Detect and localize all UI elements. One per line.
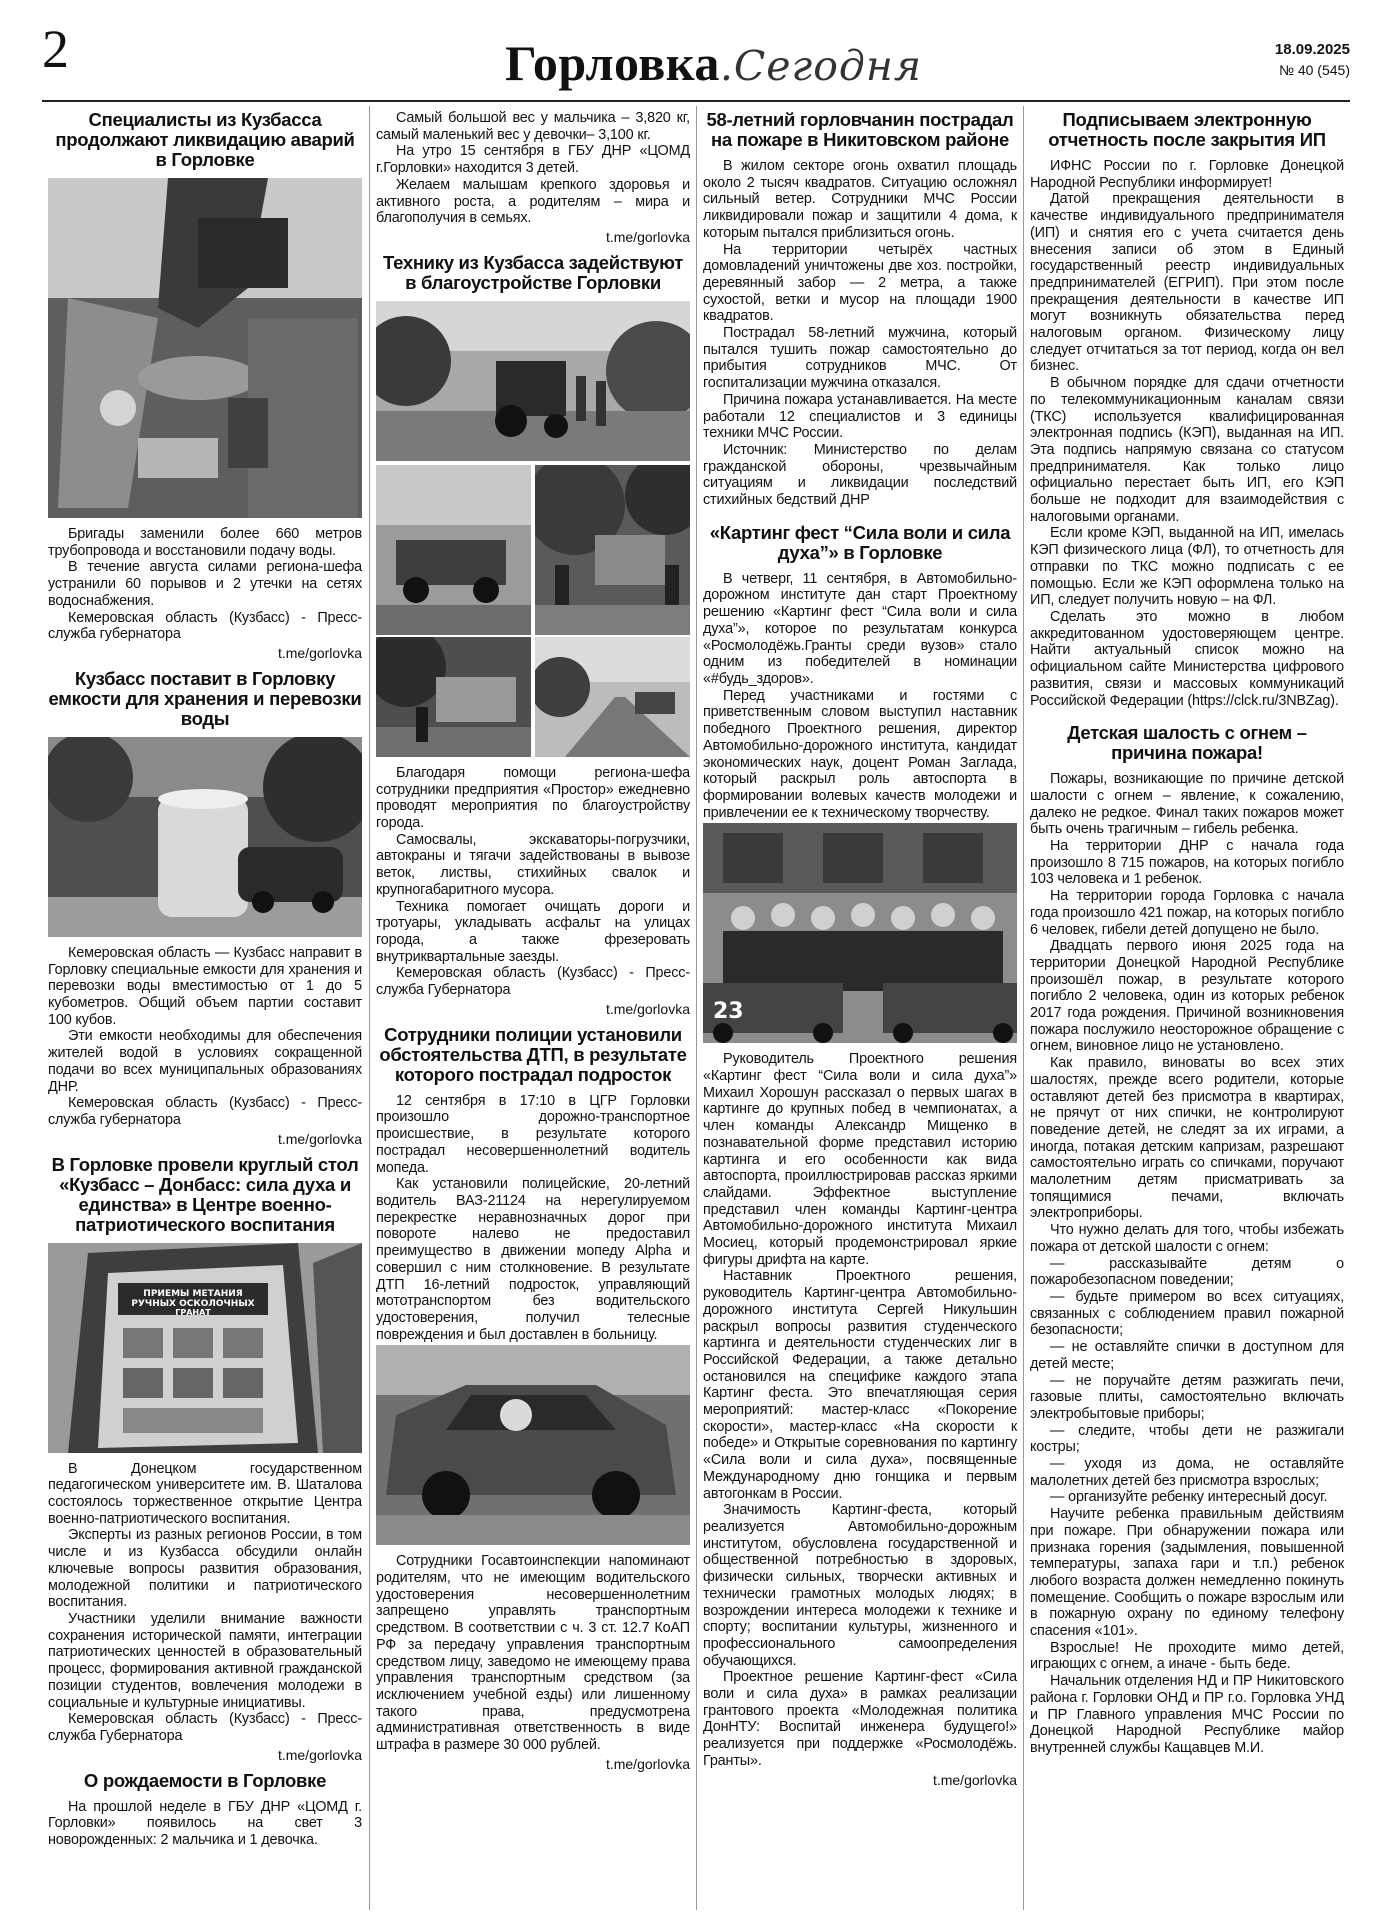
- article-paragraph: Перед участниками и гостями с приветственным словом выступил наставник победного Проектного решения, директор Автомобильно-дорожного института, кандидат экономических наук, доцент Роман Заглада, который раскрыл роль автоспорта в формировании волевых качеств молодежи и привлечении ее к техническому творчеству.: [703, 687, 1017, 821]
- article-birth-rate: [48, 1771, 362, 1849]
- telegram-link[interactable]: t.me/gorlovka: [605, 1755, 690, 1772]
- article-traffic-accident: [376, 1025, 690, 1774]
- article-title: Подписываем электронную отчетность после закрытия ИП: [1048, 110, 1326, 150]
- list-item: — не оставляйте спички в доступном для детей месте;: [1030, 1339, 1344, 1372]
- article-title: «Картинг фест “Сила воли и сила духа”» в Горловке: [709, 521, 1011, 563]
- photo-street-view: [535, 637, 690, 757]
- article-birth-rate-continued: [376, 110, 690, 247]
- article-paragraph: Наставник Проектного решения, руководитель Картинг-центра Автомобильно-дорожного института Сергей Никульшин раскрыл вопросы развития студенческого картинга и деятельности студенческих лиг в Российской Федерации, а также детально остановился на специфике каждого этапа Картинг феста. Это впечатляющая серия мероприятий: мастер-класс «Покорение скорости», мастер-класс «На скорости к победе» и Открытые соревнования по картингу «Сила воли и сила духа», посвященные Международному дню гонщика и первым автогонкам в России.: [703, 1268, 1017, 1502]
- telegram-link[interactable]: t.me/gorlovka: [277, 1746, 362, 1763]
- article-source: Кемеровская область (Кузбасс) - Пресс-служба губернатора: [48, 609, 362, 643]
- list-item: — уходя из дома, не оставляйте малолетних детей без присмотра взрослых;: [1030, 1456, 1344, 1489]
- article-paragraph: 12 сентября в 17:10 в ЦГР Горловки произошло дорожно-транспортное происшествие, в результате которого пострадал несовершеннолетний водитель мопеда.: [376, 1092, 690, 1176]
- article-paragraph: В жилом секторе огонь охватил площадь около 2 тысяч квадратов. Ситуацию осложнял сильный ветер. Сотрудники МЧС России ликвидировали пожар и защитили 4 дома, к которым пытался приблизиться огонь.: [703, 158, 1017, 241]
- article-source: Кемеровская область (Кузбасс) - Пресс-служба Губернатора: [376, 965, 690, 999]
- article-water-tanks: [48, 669, 362, 1149]
- article-paragraph: На утро 15 сентября в ГБУ ДНР «ЦОМД г.Горловки» находится 3 детей.: [376, 143, 690, 177]
- article-paragraph: Самый большой вес у мальчика – 3,820 кг, самый маленький вес у девочки– 3,100 кг.: [376, 110, 690, 143]
- poster-text: РУЧНЫХ ОСКОЛОЧНЫХ: [131, 1298, 255, 1309]
- article-title: Сотрудники полиции установили обстоятельства ДТП, в результате которого пострадал подросток: [379, 1023, 687, 1085]
- article-paragraph: Участники уделили внимание важности сохранения исторической памяти, интеграции патриотических ценностей в образовательный процесс, формирования активной гражданской позиции студентов, вовлечения молодежи в социальные и культурные инициативы.: [48, 1610, 362, 1711]
- article-child-fire-safety: [1030, 723, 1344, 1756]
- article-paragraph: В обычном порядке для сдачи отчетности по телекоммуникационным каналам связи (ТКС) используется квалифицированная электронная подпись (КЭП), выданная на ИП. Эта подпись напрямую связана со статусом предпринимателя. Как только лицо официально перестает быть ИП, его КЭП больше не подходит для взаимодействия с налоговыми органами.: [1030, 375, 1344, 525]
- photo-workers-loader: [535, 465, 690, 635]
- article-paragraph: На прошлой неделе в ГБУ ДНР «ЦОМД г. Горловки» появилось на свет 3 новорожденных: 2 мальчика и 1 девочка.: [48, 1798, 362, 1849]
- telegram-link[interactable]: t.me/gorlovka: [277, 644, 362, 661]
- article-title: Кузбасс поставит в Горловку емкости для хранения и перевозки воды: [48, 667, 362, 729]
- column-4: [1030, 110, 1344, 1912]
- article-paragraph: На территории города Горловка с начала года произошло 421 пожар, на которых погибло 6 человек, гибели детей допущено не было.: [1030, 888, 1344, 938]
- article-paragraph: На территории ДНР с начала года произошло 8 715 пожаров, на которых погибло 103 человека и 1 ребенок.: [1030, 838, 1344, 888]
- article-paragraph: Сотрудники Госавтоинспекции напоминают родителям, что не имеющим водительского удостоверения несовершеннолетним запрещено управлять транспортным средством. В соответствии с ч. 3 ст. 12.7 КоАП РФ за передачу управления транспортным средством лицу, заведомо не имеющему права управления транспортным средством (за исключением учебной езды) или лишенному такого права, предусмотрена административная ответственность в виде штрафа в размере 30 000 рублей.: [376, 1553, 690, 1754]
- list-item: — следите, чтобы дети не разжигали костры;: [1030, 1422, 1344, 1456]
- article-paragraph: Сделать это можно в любом аккредитованном удостоверяющем центре. Найти актуальный список можно на официальном сайте Министерства цифрового развития, связи и массовых коммуникаций Российской Федерации (https://clck.ru/3NBZag).: [1030, 608, 1344, 709]
- issue-number: № 40 (545): [1278, 62, 1350, 78]
- article-paragraph: Причина пожара устанавливается. На месте работали 12 специалистов и 3 единицы техники МЧС России.: [703, 391, 1017, 442]
- article-title: Специалисты из Кузбасса продолжают ликвидацию аварий в Горловке: [55, 110, 355, 170]
- photo-poster-stand: [48, 1243, 362, 1453]
- list-item: — будьте примером во всех ситуациях, связанных с соблюдением правил пожарной безопасности;: [1030, 1289, 1344, 1339]
- photo-damaged-car: [376, 1345, 690, 1545]
- article-kuzbass-repairs: [48, 110, 362, 663]
- photo-tractor: [376, 301, 690, 461]
- article-paragraph: Желаем малышам крепкого здоровья и активного роста, а родителям – мира и благополучия в семьях.: [376, 176, 690, 227]
- kart-number: 23: [713, 999, 744, 1025]
- article-title: 58-летний горловчанин пострадал на пожаре в Никитовском районе: [706, 110, 1014, 150]
- article-title: О рождаемости в Горловке: [83, 1769, 327, 1791]
- article-paragraph: Пострадал 58-летний мужчина, который пытался тушить пожар самостоятельно до прибытия сотрудников МЧС. От госпитализации мужчина отказался.: [703, 325, 1017, 392]
- article-fire-nikitovsky: [703, 110, 1017, 509]
- article-paragraph: На территории четырёх частных домовладений уничтожены две хоз. постройки, деревянный забор — 2 метра, а также сухостой, ветки и мусор на площади 1900 квадратов.: [703, 241, 1017, 325]
- article-paragraph: ИФНС России по г. Горловке Донецкой Народной Республики информирует!: [1030, 158, 1344, 191]
- article-paragraph: Проектное решение Картинг-фест «Сила воли и сила духа» в рамках реализации грантового проекта «Молодежная политика ДонНТУ: Воспитай инженера будущего!» реализуется при поддержке «Росмолодёжь. Гранты».: [703, 1669, 1017, 1769]
- article-paragraph: Самосвалы, экскаваторы-погрузчики, автокраны и тягачи задействованы в вывозе веток, листвы, стихийных свалок и крупногабаритного мусора.: [376, 831, 690, 898]
- article-round-table: [48, 1155, 362, 1765]
- list-item: — организуйте ребенку интересный досуг.: [1050, 1489, 1328, 1506]
- telegram-link[interactable]: t.me/gorlovka: [277, 1130, 362, 1147]
- article-paragraph: Датой прекращения деятельности в качестве индивидуального предпринимателя (ИП) и снятия его с учета считается день внесения записи об этом в Единый государственный реестр индивидуальных предпринимателей (ЕГРИП). При этом после прекращения деятельности в качестве ИП могут возникнуть обязательства перед налоговым органом. Физическому лицу следует отчитаться за тот период, когда он вел бизнес.: [1030, 191, 1344, 375]
- poster-text: ПРИЕМЫ МЕТАНИЯ: [143, 1288, 243, 1299]
- photo-road-work: [376, 637, 531, 757]
- telegram-link[interactable]: t.me/gorlovka: [605, 1000, 690, 1017]
- article-paragraph: Как установили полицейские, 20-летний водитель ВАЗ-21124 на нерегулируемом перекрестке неравнозначных дорог при повороте налево не предоставил преимущество в движении мопеду Alpha и совершил с ним столкновение. В результате ДТП 16-летний подросток, управляющий мототранспортом без водительского удостоверения, получил телесные повреждения и был доставлен в больницу.: [376, 1176, 690, 1343]
- article-paragraph: Двадцать первого июня 2025 года на территории Донецкой Народной Республике произошёл пожар, в результате которого погибло 2 человека, один из которых ребенок 2017 года рождения. Причиной возникновения пожара послужило неосторожное обращение с огнем, виновное лицо не установлено.: [1030, 938, 1344, 1055]
- article-title: Детская шалость с огнем – причина пожара!: [1067, 722, 1307, 764]
- article-paragraph: Благодаря помощи региона-шефа сотрудники предприятия «Простор» ежедневно проводят мероприятия по благоустройству города.: [376, 764, 690, 832]
- article-paragraph: В течение августа силами региона-шефа устранили 60 порывов и 2 утечки на сетях водоснабжения.: [48, 559, 362, 609]
- article-karting-fest: [703, 523, 1017, 1790]
- photo-water-tank: [48, 737, 362, 937]
- article-paragraph: Взрослые! Не проходите мимо детей, играющих с огнем, а иначе - быть беде.: [1030, 1639, 1344, 1673]
- article-source: Начальник отделения НД и ПР Никитовского района г. Горловки ОНД и ПР г.о. Горловка УНД и ПР Главного управления МЧС России по Донецкой Народной Республике майор внутренней службы Кащавцев М.И.: [1030, 1673, 1344, 1756]
- issue-date: 18.09.2025: [1274, 41, 1350, 58]
- page-number: 2: [42, 19, 69, 79]
- column-divider: [369, 106, 370, 1910]
- article-paragraph: Техника помогает очищать дороги и тротуары, укладывать асфальт на улицах города, а также фрезеровать внутриквартальные заезды.: [376, 898, 690, 965]
- article-paragraph: Пожары, возникающие по причине детской шалости с огнем – явление, к сожалению, далеко не редкое. Финал таких пожаров может быть очень трагичным – гибель ребенка.: [1030, 771, 1344, 838]
- article-electronic-reporting: [1030, 110, 1344, 709]
- article-paragraph: Кемеровская область — Кузбасс направит в Горловку специальные емкости для хранения и перевозки воды вместимостью от 1 до 5 кубометров. Общий объем партии составит 100 кубов.: [48, 944, 362, 1028]
- masthead-subtitle: .Сегодня: [719, 42, 923, 90]
- article-source: Кемеровская область (Кузбасс) - Пресс-служба Губернатора: [48, 1711, 362, 1744]
- list-item: — рассказывайте детям о пожаробезопасном поведении;: [1030, 1255, 1344, 1289]
- poster-text: ГРАНАТ: [175, 1307, 211, 1317]
- masthead-title: Горловка: [505, 35, 720, 91]
- photo-karting-group: [703, 823, 1017, 1043]
- article-paragraph: Как правило, виноваты во всех этих шалостях, прежде всего родители, которые оставляют детей без присмотра в квартирах, не прячут от них спички, не контролируют поведение детей, не следят за их играми, а иногда, потакая детским капризам, разрешают самостоятельно играть со спичками, поручают малолетним детям присматривать за топящимися печами, включать электроприборы.: [1030, 1055, 1344, 1222]
- article-paragraph: Эксперты из разных регионов России, в том числе и из Кузбасса обсудили онлайн ключевые вопросы развития образования, молодежной политики и патриотического воспитания.: [48, 1527, 362, 1611]
- article-title: Технику из Кузбасса задействуют в благоустройстве Горловки: [383, 251, 683, 293]
- column-1: [48, 110, 362, 1912]
- header-rule: [42, 100, 1350, 102]
- masthead: [505, 34, 1025, 92]
- photo-collage: [376, 465, 690, 635]
- telegram-link[interactable]: t.me/gorlovka: [932, 1771, 1017, 1788]
- column-3: [703, 110, 1017, 1912]
- article-source: Кемеровская область (Кузбасс) - Пресс-служба губернатора: [48, 1095, 362, 1128]
- photo-excavation: [48, 178, 362, 518]
- issue-info: [1275, 40, 1350, 80]
- article-paragraph: Значимость Картинг-феста, который реализуется Автомобильно-дорожным институтом, обусловлена государственной и общественной потребностью в здоровых, физически сильных, творчески активных и технически грамотных молодых людях; в возрождении интереса молодежи к технике и спорту; воспитании культуры, жизненного и профессионального самоопределения обучающихся.: [703, 1502, 1017, 1669]
- list-item: — не поручайте детям разжигать печи, газовые плиты, самостоятельно включать электробытовые приборы;: [1030, 1372, 1344, 1422]
- photo-collage-2: [376, 637, 690, 757]
- article-paragraph: Научите ребенка правильным действиям при пожаре. При обнаружении пожара или признака горения (задымления, повышенной температуры, запаха гари и т.п.) ребенок любого возраста должен немедленно покинуть помещение. Сообщить о пожаре взрослым или в пожарную охрану по единому телефону спасения «101».: [1030, 1506, 1344, 1640]
- article-paragraph: Что нужно делать для того, чтобы избежать пожара от детской шалости с огнем:: [1030, 1222, 1344, 1255]
- article-source: Источник: Министерство по делам гражданской обороны, чрезвычайным ситуациям и ликвидации последствий стихийных бедствий ДНР: [703, 441, 1017, 509]
- photo-dump-truck: [376, 465, 531, 635]
- column-2: [376, 110, 690, 1912]
- telegram-link[interactable]: t.me/gorlovka: [605, 228, 690, 245]
- article-kuzbass-machinery: [376, 253, 690, 1019]
- article-paragraph: Руководитель Проектного решения «Картинг фест “Сила воли и сила духа”» Михаил Хорошун рассказал о первых шагах в картинге до крупных побед в чемпионатах, а член команды Александр Мищенко в познавательной форме представил историю картинга и его особенности как вида автоспорта, проиллюстрировав рассказ яркими слайдами. Эффектное выступление представил член команды Картинг-центра Автомобильно-дорожного института Михаил Мосиец, который продемонстрировал яркие фигуры дрифта на карте.: [703, 1051, 1017, 1268]
- article-paragraph: В Донецком государственном педагогическом университете им. В. Шаталова состоялось торжественное открытие Центра военно-патриотического воспитания.: [48, 1460, 362, 1527]
- article-paragraph: В четверг, 11 сентября, в Автомобильно-дорожном институте дан старт Проектному решению «Картинг фест “Сила воли и сила духа”», которое по результатам конкурса «Росмолодёжь.Гранты среди вузов» стало одним из победителей в номинации «#будь_здоров».: [703, 570, 1017, 687]
- column-divider: [1023, 106, 1024, 1910]
- article-paragraph: Если кроме КЭП, выданной на ИП, имелась КЭП физического лица (ФЛ), то отчетность для отправки по ТКС можно подписать с ее помощью. Если же КЭП оформлена только на ИП, следует получить новую – на ФЛ.: [1030, 525, 1344, 609]
- article-paragraph: Эти емкости необходимы для обеспечения жителей водой в условиях сокращенной подачи во всех муниципальных образованиях ДНР.: [48, 1028, 362, 1095]
- article-title: В Горловке провели круглый стол «Кузбасс – Донбасс: сила духа и единства» в Центре военно-патриотического воспитания: [51, 1153, 359, 1235]
- column-divider: [696, 106, 697, 1910]
- article-paragraph: Бригады заменили более 660 метров трубопровода и восстановили подачу воды.: [48, 526, 362, 559]
